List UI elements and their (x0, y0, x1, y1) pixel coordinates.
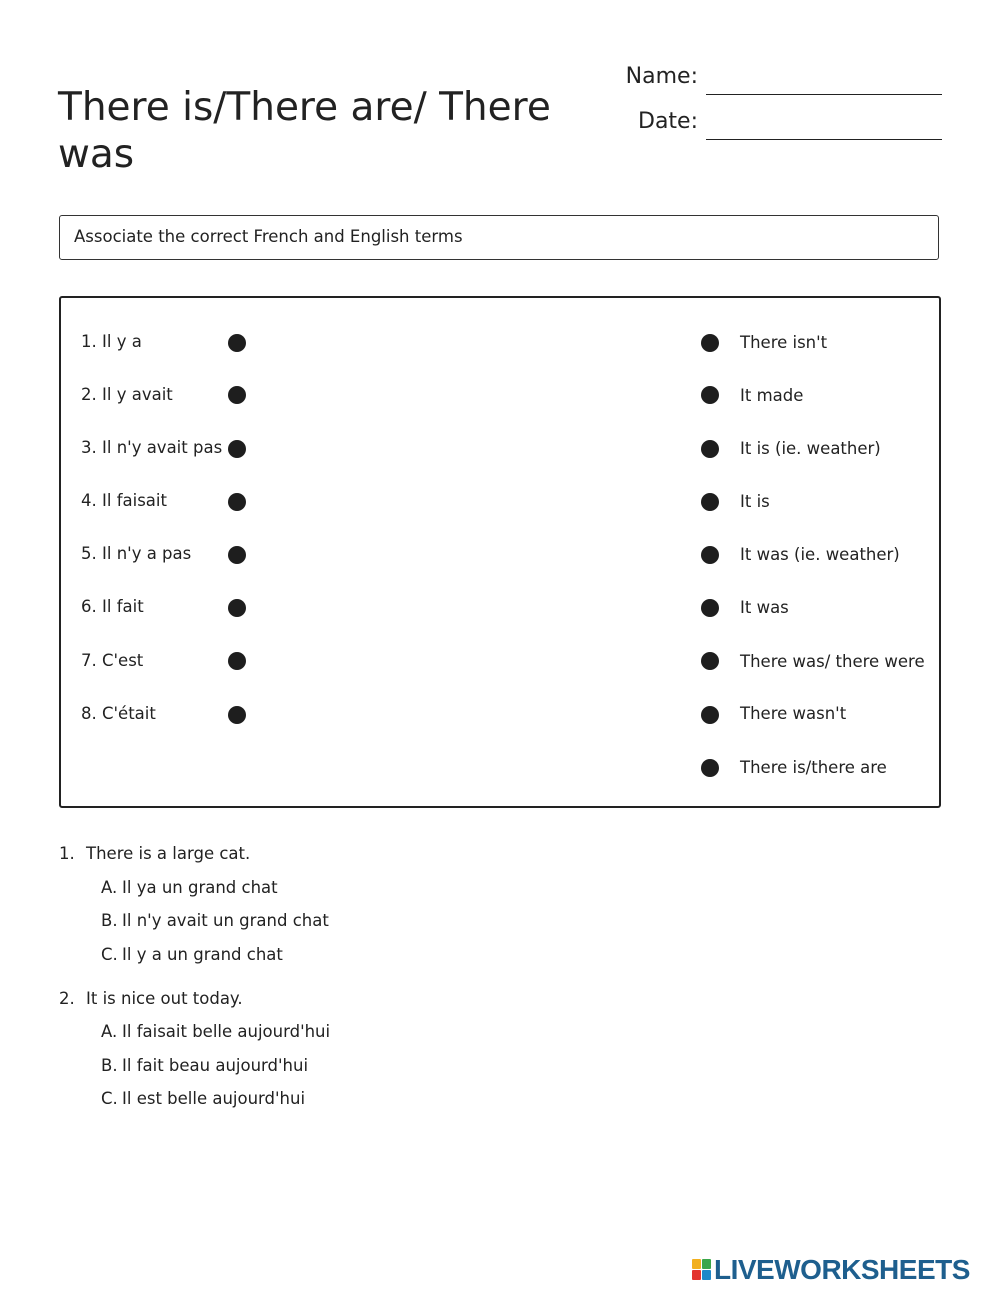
left-match-dot-1[interactable] (228, 334, 246, 352)
right-match-dot-4[interactable] (701, 493, 719, 511)
question-2 (59, 988, 759, 1111)
left-match-dot-6[interactable] (228, 599, 246, 617)
page-title: There is/There are/ There was (58, 85, 551, 178)
left-term-text: Il fait (102, 597, 144, 616)
left-match-dot-7[interactable] (228, 652, 246, 670)
question-1 (59, 843, 759, 966)
right-term-3: It is (ie. weather) (740, 439, 881, 458)
option-letter: C. (101, 1089, 118, 1108)
left-term-text: Il n'y avait pas (102, 438, 223, 457)
liveworksheets-logo-icon (692, 1259, 712, 1281)
answer-option[interactable] (59, 877, 759, 899)
left-match-dot-4[interactable] (228, 493, 246, 511)
option-letter: B. (101, 911, 118, 930)
right-match-dot-6[interactable] (701, 599, 719, 617)
left-term-6 (81, 597, 144, 616)
left-term-4 (81, 491, 167, 510)
left-match-dot-5[interactable] (228, 546, 246, 564)
left-term-number: 7. (81, 651, 97, 670)
name-field-row (600, 60, 942, 100)
right-term-5: It was (ie. weather) (740, 545, 900, 564)
right-term-9: There is/there are (740, 758, 887, 777)
answer-option[interactable] (59, 910, 759, 932)
right-match-dot-7[interactable] (701, 652, 719, 670)
answer-option[interactable] (59, 1021, 759, 1043)
left-term-text: Il n'y a pas (102, 544, 192, 563)
left-term-2 (81, 385, 173, 404)
right-match-dot-8[interactable] (701, 706, 719, 724)
left-term-text: C'est (102, 651, 144, 670)
left-term-number: 3. (81, 438, 97, 457)
option-text: Il est belle aujourd'hui (122, 1089, 306, 1108)
option-text: Il n'y avait un grand chat (122, 911, 329, 930)
right-term-8: There wasn't (740, 704, 847, 723)
option-text: Il y a un grand chat (122, 944, 283, 964)
multiple-choice-section (59, 843, 759, 1132)
question-text: There is a large cat. (86, 844, 251, 863)
answer-option[interactable] (59, 1055, 759, 1077)
right-term-4: It is (740, 492, 770, 511)
liveworksheets-logo (692, 1253, 970, 1287)
left-match-dot-2[interactable] (228, 386, 246, 404)
option-text: Il fait beau aujourd'hui (122, 1055, 309, 1075)
name-input-line[interactable] (706, 94, 942, 95)
left-term-8 (81, 704, 156, 723)
option-letter: A. (101, 1022, 118, 1041)
left-term-1 (81, 332, 142, 351)
option-letter: C. (101, 944, 118, 964)
right-term-6: It was (740, 598, 789, 617)
left-term-number: 6. (81, 597, 97, 616)
matching-exercise (59, 296, 941, 808)
left-match-dot-3[interactable] (228, 440, 246, 458)
left-term-number: 8. (81, 704, 97, 723)
answer-option[interactable] (59, 1088, 759, 1110)
right-match-dot-5[interactable] (701, 546, 719, 564)
option-letter: A. (101, 877, 118, 897)
left-term-text: Il faisait (102, 491, 167, 510)
right-match-dot-1[interactable] (701, 334, 719, 352)
left-term-text: Il y avait (102, 385, 173, 404)
date-field-row (600, 105, 942, 145)
instruction-box: Associate the correct French and English terms (59, 215, 939, 260)
right-term-1: There isn't (740, 333, 828, 352)
right-term-7: There was/ there were (740, 652, 925, 671)
left-term-number: 4. (81, 491, 97, 510)
option-text: Il faisait belle aujourd'hui (122, 1022, 331, 1041)
question-number: 1. (59, 844, 75, 863)
question-number: 2. (59, 988, 75, 1008)
logo-text: LIVEWORKSHEETS (714, 1254, 970, 1285)
right-term-2: It made (740, 386, 804, 405)
question-text: It is nice out today. (86, 988, 243, 1008)
name-label: Name: (625, 64, 698, 89)
left-term-number: 1. (81, 332, 97, 351)
right-match-dot-3[interactable] (701, 440, 719, 458)
right-match-dot-2[interactable] (701, 386, 719, 404)
left-term-3 (81, 438, 222, 457)
left-term-number: 5. (81, 544, 97, 563)
left-match-dot-8[interactable] (228, 706, 246, 724)
left-term-5 (81, 544, 191, 563)
question-stem (59, 988, 759, 1010)
date-label: Date: (638, 109, 698, 134)
option-text: Il ya un grand chat (122, 877, 278, 897)
right-match-dot-9[interactable] (701, 759, 719, 777)
left-term-number: 2. (81, 385, 97, 404)
answer-option[interactable] (59, 944, 759, 966)
left-term-text: Il y a (102, 332, 142, 351)
option-letter: B. (101, 1055, 118, 1075)
left-term-text: C'était (102, 704, 156, 723)
date-input-line[interactable] (706, 139, 942, 140)
left-term-7 (81, 651, 143, 670)
question-stem (59, 843, 759, 865)
